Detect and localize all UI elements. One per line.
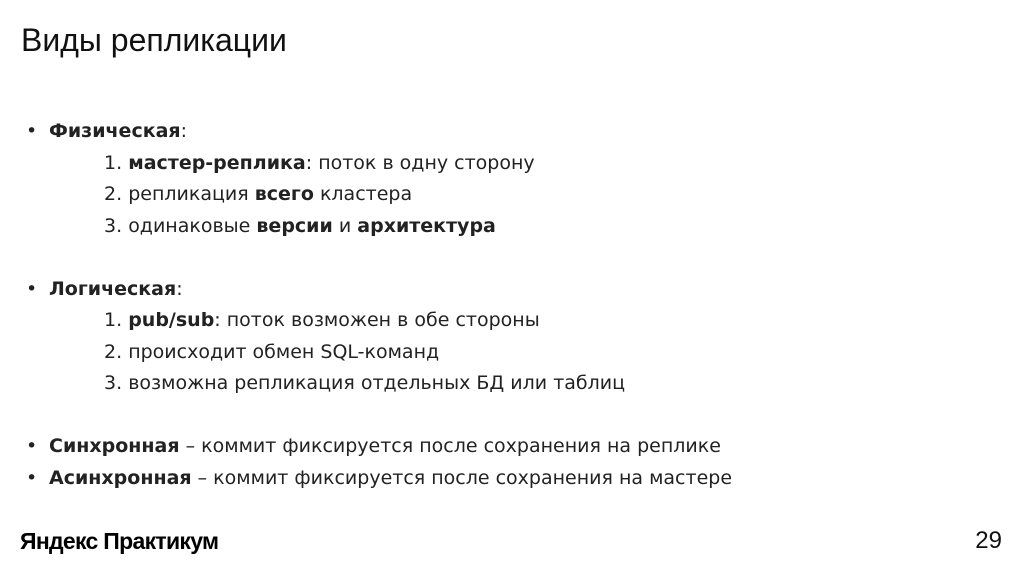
logical-item-1	[26, 305, 732, 337]
logical-colon: :	[176, 277, 183, 300]
page-number: 29	[975, 527, 1002, 554]
bullet-marker: •	[26, 120, 38, 142]
physical-colon: :	[180, 120, 188, 142]
sync-heading: Синхронная	[49, 435, 180, 457]
async-text: – коммит фиксируется после сохранения на мастере	[191, 466, 733, 489]
bullet-logical	[26, 274, 732, 306]
sync-text: – коммит фиксируется после сохранения на реплике	[179, 435, 721, 457]
item-number: 2.	[104, 340, 123, 363]
bullet-marker: •	[26, 435, 38, 457]
logical-item-3	[26, 368, 732, 400]
bullet-marker: •	[26, 466, 38, 489]
item-text: возможна репликация отдельных БД или таблиц	[128, 372, 626, 394]
item-number: 2.	[104, 183, 123, 205]
spacer	[26, 242, 732, 274]
item-text: и	[338, 214, 352, 237]
logical-heading: Логическая	[49, 277, 177, 300]
slide-content	[26, 116, 732, 494]
bullet-sync	[26, 431, 732, 463]
async-heading: Асинхронная	[49, 466, 192, 489]
item-number: 1.	[104, 151, 123, 174]
bullet-marker: •	[26, 277, 38, 300]
spacer	[26, 400, 732, 432]
item-bold-text: всего	[254, 183, 314, 205]
physical-item-3	[26, 211, 732, 243]
bullet-async	[26, 463, 732, 495]
item-text: : поток возможен в обе стороны	[214, 309, 540, 331]
bullet-physical	[26, 116, 732, 148]
brand-logo: Яндекс Практикум	[20, 528, 219, 554]
item-number: 3.	[104, 372, 123, 394]
physical-item-1	[26, 148, 732, 180]
item-text: происходит обмен SQL-команд	[128, 340, 440, 363]
item-text: репликация	[128, 183, 249, 205]
physical-item-2	[26, 179, 732, 211]
item-bold-text: архитектура	[357, 214, 496, 237]
item-number: 3.	[104, 214, 123, 237]
item-text: : поток в одну сторону	[305, 151, 535, 174]
item-text: кластера	[319, 183, 413, 205]
slide-title: Виды репликации	[21, 22, 287, 58]
item-bold-text: pub/sub	[128, 309, 215, 331]
item-text: одинаковые	[128, 214, 251, 237]
item-number: 1.	[104, 309, 123, 331]
logical-item-2	[26, 337, 732, 369]
physical-heading: Физическая	[49, 120, 181, 142]
item-bold-text: версии	[256, 214, 333, 237]
item-bold-text: мастер-реплика	[128, 151, 306, 174]
